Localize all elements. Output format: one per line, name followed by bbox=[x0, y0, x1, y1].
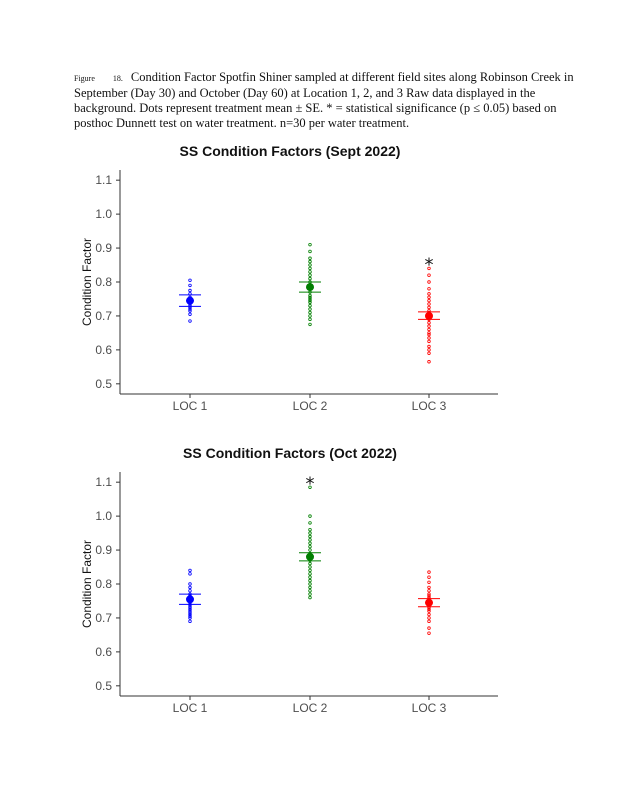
raw-data-point bbox=[428, 620, 431, 623]
raw-data-point bbox=[309, 274, 312, 277]
raw-data-point bbox=[428, 627, 431, 630]
y-tick-label: 0.9 bbox=[95, 543, 112, 558]
raw-data-point bbox=[428, 306, 431, 309]
figure-label: Figure bbox=[74, 74, 95, 83]
raw-data-point bbox=[309, 569, 312, 572]
raw-data-point bbox=[309, 545, 312, 548]
raw-data-point bbox=[428, 360, 431, 363]
raw-data-point bbox=[309, 271, 312, 274]
raw-data-point bbox=[189, 284, 192, 287]
raw-data-point bbox=[309, 250, 312, 253]
chart-oct-2022 bbox=[0, 440, 618, 720]
raw-data-point bbox=[189, 589, 192, 592]
raw-data-point bbox=[428, 340, 431, 343]
y-tick-label: 0.9 bbox=[95, 241, 112, 256]
y-tick-label: 0.5 bbox=[95, 376, 112, 391]
y-tick-label: 1.0 bbox=[95, 509, 112, 524]
y-tick-label: 1.1 bbox=[95, 475, 112, 490]
y-tick-label: 1.1 bbox=[95, 173, 112, 188]
raw-data-point bbox=[189, 289, 192, 292]
chart-title: SS Condition Factors (Sept 2022) bbox=[179, 143, 401, 159]
figure-number: 18. bbox=[112, 74, 123, 83]
raw-data-point bbox=[309, 515, 312, 518]
x-tick-label: LOC 1 bbox=[172, 701, 208, 715]
raw-data-point bbox=[309, 532, 312, 535]
raw-data-point bbox=[428, 613, 431, 616]
raw-data-point bbox=[189, 569, 192, 572]
raw-data-point bbox=[309, 596, 312, 599]
raw-data-point bbox=[309, 583, 312, 586]
raw-data-point bbox=[428, 581, 431, 584]
y-tick-label: 0.8 bbox=[95, 577, 112, 591]
raw-data-point bbox=[428, 281, 431, 284]
y-tick-label: 0.6 bbox=[95, 342, 112, 357]
raw-data-point bbox=[309, 542, 312, 545]
caption-text: Condition Factor Spotfin Shiner sampled at different field sites along Robinson Creek in September (Day 30) and October (Day 60) at Location 1, 2, and 3 Raw data displayed in the background. Dots represent treatment mean ± SE. * = statistical significance (p ≤ 0.05) based on posthoc Dunnett test on water treatment. n=30 per water treatment. bbox=[74, 70, 574, 130]
y-axis-label: Condition Factor bbox=[80, 539, 94, 629]
raw-data-point bbox=[189, 279, 192, 282]
raw-data-point bbox=[309, 593, 312, 596]
raw-data-point bbox=[309, 308, 312, 311]
raw-data-point bbox=[309, 549, 312, 552]
mean-point bbox=[306, 283, 314, 291]
raw-data-point bbox=[428, 328, 431, 331]
raw-data-point bbox=[428, 299, 431, 302]
raw-data-point bbox=[309, 522, 312, 525]
raw-data-point bbox=[428, 287, 431, 290]
raw-data-point bbox=[309, 264, 312, 267]
chart-sept-2022 bbox=[0, 138, 618, 418]
raw-data-point bbox=[309, 277, 312, 280]
y-tick-label: 0.7 bbox=[95, 610, 112, 625]
raw-data-point bbox=[309, 566, 312, 569]
raw-data-point bbox=[189, 320, 192, 323]
significance-marker: * bbox=[305, 473, 315, 495]
y-tick-label: 0.6 bbox=[95, 644, 112, 659]
raw-data-point bbox=[309, 528, 312, 531]
raw-data-point bbox=[309, 586, 312, 589]
raw-data-point bbox=[428, 576, 431, 579]
raw-data-point bbox=[189, 313, 192, 316]
mean-point bbox=[425, 599, 433, 607]
raw-data-point bbox=[189, 620, 192, 623]
raw-data-point bbox=[189, 583, 192, 586]
y-tick-label: 1.0 bbox=[95, 207, 112, 222]
raw-data-point bbox=[309, 243, 312, 246]
raw-data-point bbox=[428, 345, 431, 348]
raw-data-point bbox=[428, 349, 431, 352]
x-tick-label: LOC 2 bbox=[292, 701, 328, 715]
raw-data-point bbox=[428, 325, 431, 328]
significance-marker: * bbox=[424, 254, 434, 276]
raw-data-point bbox=[428, 321, 431, 324]
y-axis-label: Condition Factor bbox=[80, 237, 94, 327]
raw-data-point bbox=[309, 573, 312, 576]
raw-data-point bbox=[428, 586, 431, 589]
raw-data-point bbox=[309, 267, 312, 270]
raw-data-point bbox=[428, 352, 431, 355]
y-tick-label: 0.5 bbox=[95, 678, 112, 693]
mean-point bbox=[306, 553, 314, 561]
raw-data-point bbox=[309, 311, 312, 314]
raw-data-point bbox=[189, 573, 192, 576]
mean-point bbox=[186, 595, 194, 603]
raw-data-point bbox=[309, 576, 312, 579]
raw-data-point bbox=[189, 586, 192, 589]
chart-title: SS Condition Factors (Oct 2022) bbox=[183, 445, 397, 461]
raw-data-point bbox=[428, 296, 431, 299]
y-tick-label: 0.8 bbox=[95, 275, 112, 289]
raw-data-point bbox=[309, 562, 312, 565]
raw-data-point bbox=[309, 539, 312, 542]
mean-point bbox=[186, 297, 194, 305]
raw-data-point bbox=[428, 337, 431, 340]
x-tick-label: LOC 3 bbox=[411, 701, 447, 715]
raw-data-point bbox=[309, 318, 312, 321]
raw-data-point bbox=[428, 617, 431, 620]
raw-data-point bbox=[309, 589, 312, 592]
mean-point bbox=[425, 312, 433, 320]
figure-caption bbox=[74, 70, 574, 131]
raw-data-point bbox=[428, 293, 431, 296]
raw-data-point bbox=[309, 535, 312, 538]
raw-data-point bbox=[428, 303, 431, 306]
raw-data-point bbox=[428, 632, 431, 635]
raw-data-point bbox=[309, 260, 312, 263]
raw-data-point bbox=[428, 589, 431, 592]
raw-data-point bbox=[309, 579, 312, 582]
raw-data-point bbox=[309, 304, 312, 307]
x-tick-label: LOC 1 bbox=[172, 399, 208, 413]
raw-data-point bbox=[428, 571, 431, 574]
raw-data-point bbox=[309, 315, 312, 318]
raw-data-point bbox=[309, 323, 312, 326]
y-tick-label: 0.7 bbox=[95, 308, 112, 323]
x-tick-label: LOC 3 bbox=[411, 399, 447, 413]
x-tick-label: LOC 2 bbox=[292, 399, 328, 413]
raw-data-point bbox=[309, 257, 312, 260]
